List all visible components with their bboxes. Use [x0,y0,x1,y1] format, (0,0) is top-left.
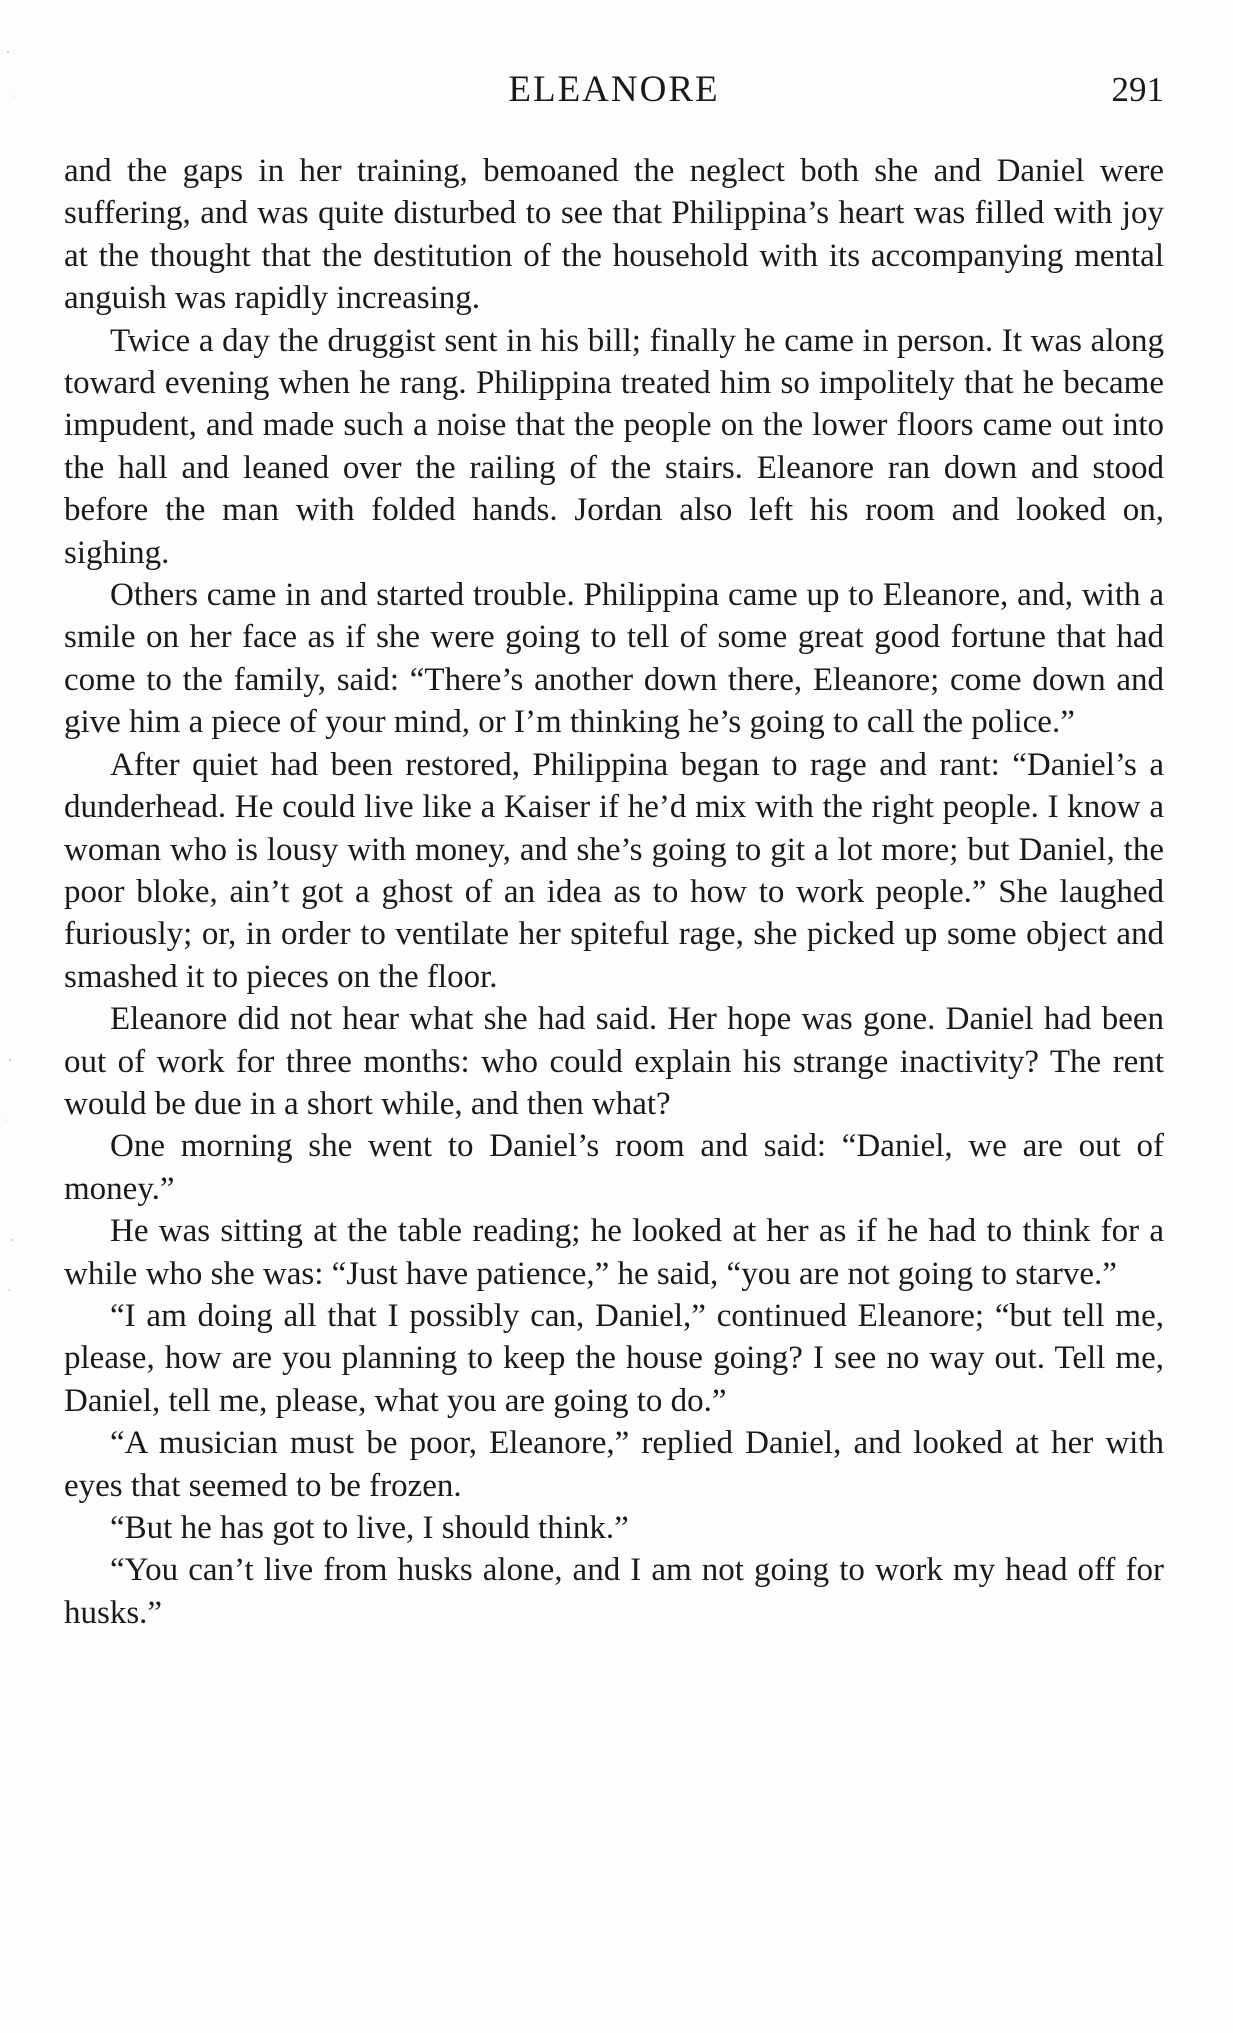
running-head [64,68,1164,118]
running-title: ELEANORE [508,69,720,110]
body-text [64,150,1164,1634]
paragraph: Eleanore did not hear what she had said. Her hope was gone. Daniel had been out of work for three months: who could explain his strange inactivity? The rent would be due in a short while, and then what? [64,1001,1164,1122]
paragraph: “I am doing all that I possibly can, Daniel,” continued Eleanore; “but tell me, please, how are you planning to keep the house going? I see no way out. Tell me, Daniel, tell me, please, what you are going to do.” [64,1297,1164,1419]
page-edge-specks [0,0,30,2033]
paragraph: He was sitting at the table reading; he looked at her as if he had to think for a while who she was: “Just have patience,” he said, “you are not going to starve.” [64,1213,1164,1292]
paragraph: “You can’t live from husks alone, and I am not going to work my head off for husks.” [64,1552,1164,1631]
paragraph: “But he has got to live, I should think.” [110,1510,629,1546]
paragraph: After quiet had been restored, Philippina began to rage and rant: “Daniel’s a dunderhead. He could live like a Kaiser if he’d mix with the right people. I know a woman who is lousy with money, and she’s going to git a lot more; but Daniel, the poor bloke, ain’t got a ghost of an idea as to how to work people.” She laughed furiously; or, in order to ventilate her spiteful rage, she picked up some object and smashed it to pieces on the floor. [64,746,1164,995]
paragraph: Twice a day the druggist sent in his bill; finally he came in person. It was along toward evening when he rang. Philippina treated him so impolitely that he became impudent, and made such a noise that the people on the lower floors came out into the hall and leaned over the railing of the stairs. Eleanore ran down and stood before the man with folded hands. Jordan also left his room and looked on, sighing. [64,322,1164,571]
paragraph: One morning she went to Daniel’s room and said: “Daniel, we are out of money.” [64,1128,1164,1207]
paragraph: Others came in and started trouble. Philippina came up to Eleanore, and, with a smile on her face as if she were going to tell of some great good fortune that had come to the family, said: “There’s another down there, Eleanore; come down and give him a piece of your mind, or I’m thinking he’s going to call the police.” [64,577,1164,741]
page-number: 291 [1111,70,1164,109]
paragraph: “A musician must be poor, Eleanore,” replied Daniel, and looked at her with eyes that seemed to be frozen. [64,1425,1164,1504]
paragraph: and the gaps in her training, bemoaned the neglect both she and Daniel were suffering, and was quite disturbed to see that Philippina’s heart was filled with joy at the thought that the destitution of the household with its accompanying mental anguish was rapidly increasing. [64,153,1164,317]
